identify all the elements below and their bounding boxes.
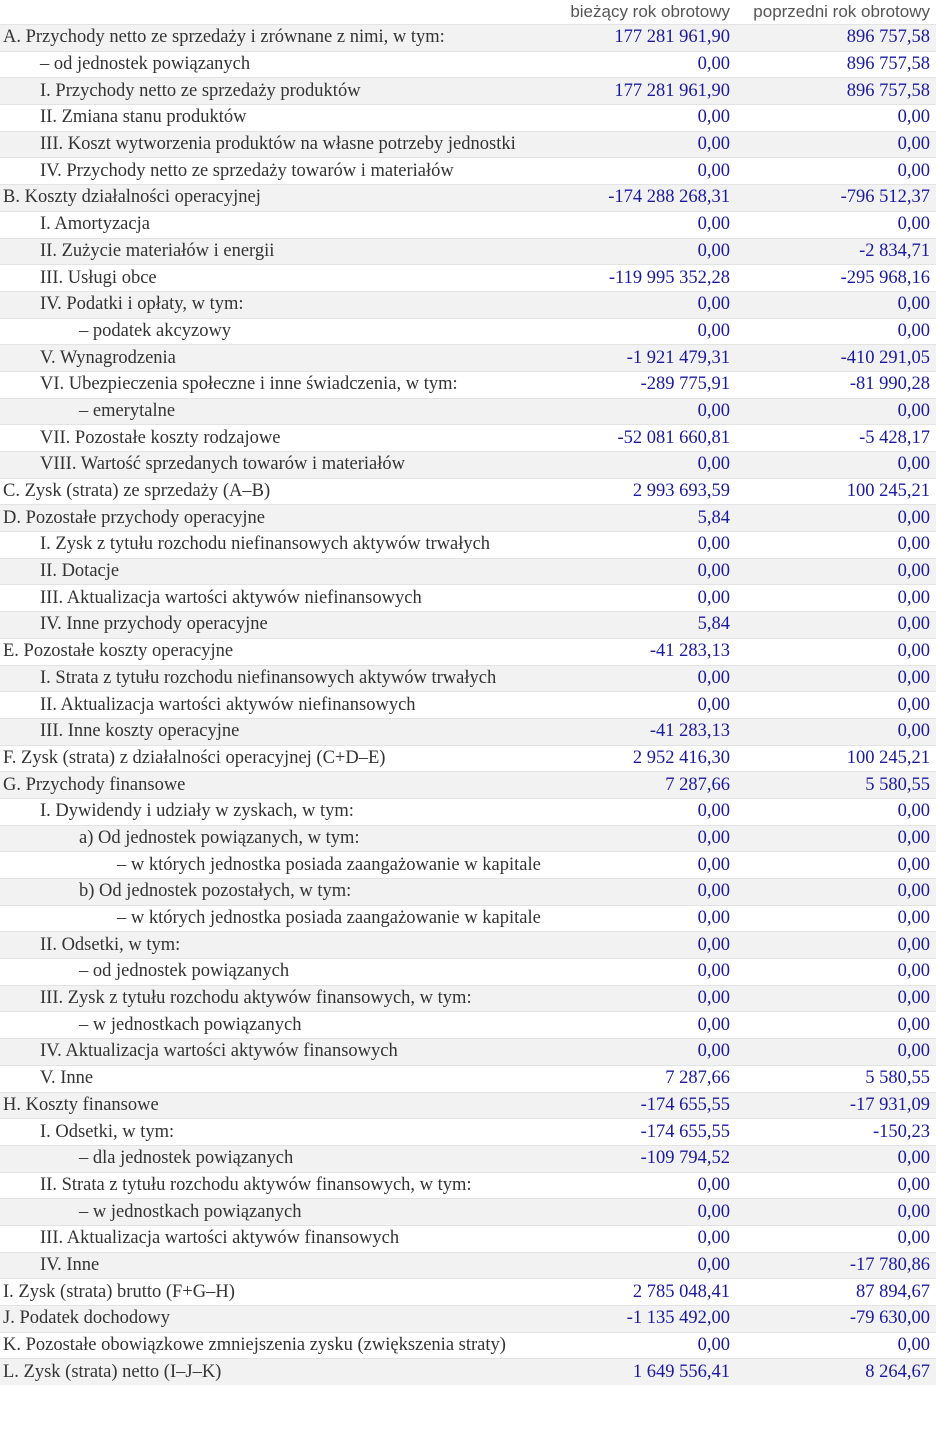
row-value-current: 0,00 [697, 694, 730, 715]
table-row [0, 931, 936, 958]
row-value-previous: 0,00 [897, 1228, 930, 1249]
row-value-previous: 0,00 [897, 587, 930, 608]
header-previous-year: poprzedni rok obrotowy [753, 2, 930, 21]
row-label: I. Amortyzacja [40, 214, 150, 235]
row-label: D. Pozostałe przychody operacyjne [3, 507, 265, 528]
table-row [0, 398, 936, 425]
row-value-current: 0,00 [697, 961, 730, 982]
row-value-current: 0,00 [697, 587, 730, 608]
row-value-current: -109 794,52 [640, 1148, 730, 1169]
row-value-current: -41 283,13 [649, 641, 730, 662]
table-row [0, 665, 936, 692]
row-value-current: -119 995 352,28 [608, 267, 730, 288]
row-label: IV. Przychody netto ze sprzedaży towarów i materiałów [40, 160, 454, 181]
row-label: IV. Podatki i opłaty, w tym: [40, 294, 244, 315]
table-row [0, 238, 936, 265]
row-label: – dla jednostek powiązanych [79, 1148, 294, 1169]
row-label: II. Strata z tytułu rozchodu aktywów finansowych, w tym: [40, 1174, 472, 1195]
row-value-previous: 896 757,58 [846, 27, 930, 48]
row-label: III. Zysk z tytułu rozchodu aktywów finansowych, w tym: [40, 988, 472, 1009]
row-value-previous: 0,00 [897, 1335, 930, 1356]
row-value-current: -289 775,91 [640, 374, 730, 395]
table-row [0, 611, 936, 638]
row-value-previous: -150,23 [872, 1121, 930, 1142]
table-row [0, 1198, 936, 1225]
table-row [0, 1145, 936, 1172]
row-label: C. Zysk (strata) ze sprzedaży (A–B) [3, 481, 271, 502]
row-value-previous: 100 245,21 [846, 747, 930, 768]
row-value-current: 0,00 [697, 1335, 730, 1356]
row-label: A. Przychody netto ze sprzedaży i zrównane z nimi, w tym: [3, 27, 445, 48]
row-label: K. Pozostałe obowiązkowe zmniejszenia zysku (zwiększenia straty) [3, 1335, 506, 1356]
row-value-previous: 0,00 [897, 614, 930, 635]
row-value-previous: 896 757,58 [846, 54, 930, 75]
row-label: I. Przychody netto ze sprzedaży produktów [40, 80, 361, 101]
row-label: III. Koszt wytworzenia produktów na własne potrzeby jednostki [40, 134, 516, 155]
table-row [0, 798, 936, 825]
table-row [0, 451, 936, 478]
row-value-previous: 0,00 [897, 294, 930, 315]
row-value-previous: 0,00 [897, 641, 930, 662]
row-value-current: 0,00 [697, 801, 730, 822]
row-value-previous: 0,00 [897, 507, 930, 528]
row-value-current: 0,00 [697, 934, 730, 955]
table-row [0, 1172, 936, 1199]
row-value-previous: 896 757,58 [846, 80, 930, 101]
row-label: V. Inne [40, 1068, 94, 1089]
row-value-current: 0,00 [697, 1201, 730, 1222]
row-value-previous: 0,00 [897, 1201, 930, 1222]
row-value-previous: 0,00 [897, 1148, 930, 1169]
row-value-previous: -5 428,17 [859, 427, 930, 448]
table-row [0, 825, 936, 852]
row-value-current: -52 081 660,81 [617, 427, 730, 448]
table-row [0, 851, 936, 878]
row-label: I. Strata z tytułu rozchodu niefinansowych aktywów trwałych [40, 667, 497, 688]
row-label: E. Pozostałe koszty operacyjne [3, 641, 234, 662]
row-value-previous: 0,00 [897, 134, 930, 155]
row-label: II. Zużycie materiałów i energii [40, 240, 275, 261]
row-value-current: 0,00 [697, 988, 730, 1009]
row-label: I. Odsetki, w tym: [40, 1121, 175, 1142]
table-row [0, 1305, 936, 1332]
row-value-current: -174 655,55 [640, 1121, 730, 1142]
row-value-previous: 0,00 [897, 988, 930, 1009]
row-value-previous: 5 580,55 [865, 774, 930, 795]
row-label: H. Koszty finansowe [3, 1094, 159, 1115]
row-value-previous: 0,00 [897, 107, 930, 128]
row-label: J. Podatek dochodowy [3, 1308, 170, 1329]
row-value-current: 0,00 [697, 107, 730, 128]
row-value-current: 0,00 [697, 881, 730, 902]
row-value-current: 7 287,66 [665, 774, 730, 795]
row-value-current: 0,00 [697, 1014, 730, 1035]
row-value-current: 0,00 [697, 908, 730, 929]
table-row [0, 371, 936, 398]
row-value-current: 0,00 [697, 320, 730, 341]
table-row [0, 1092, 936, 1119]
row-label: – emerytalne [79, 400, 176, 421]
row-label: III. Aktualizacja wartości aktywów niefinansowych [40, 587, 422, 608]
row-label: VI. Ubezpieczenia społeczne i inne świadczenia, w tym: [40, 374, 458, 395]
row-value-current: 177 281 961,90 [614, 80, 730, 101]
row-label: G. Przychody finansowe [3, 774, 186, 795]
row-value-previous: -79 630,00 [849, 1308, 930, 1329]
row-value-current: 2 993 693,59 [632, 481, 730, 502]
table-row [0, 771, 936, 798]
row-value-current: -174 655,55 [640, 1094, 730, 1115]
table-row [0, 478, 936, 505]
table-row [0, 691, 936, 718]
row-value-current: 0,00 [697, 667, 730, 688]
table-row [0, 1118, 936, 1145]
table-row [0, 131, 936, 158]
row-label: – w których jednostka posiada zaangażowanie w kapitale [117, 908, 541, 929]
row-value-current: -41 283,13 [649, 721, 730, 742]
table-row [0, 905, 936, 932]
row-value-previous: 0,00 [897, 454, 930, 475]
row-value-previous: -17 931,09 [849, 1094, 930, 1115]
row-value-current: 0,00 [697, 54, 730, 75]
table-row [0, 958, 936, 985]
row-label: – podatek akcyzowy [79, 320, 232, 341]
row-label: VII. Pozostałe koszty rodzajowe [40, 427, 281, 448]
table-row [0, 1252, 936, 1279]
row-value-current: 2 785 048,41 [632, 1281, 730, 1302]
row-value-previous: 0,00 [897, 667, 930, 688]
row-value-current: 0,00 [697, 400, 730, 421]
row-value-previous: 5 580,55 [865, 1068, 930, 1089]
row-value-current: -174 288 268,31 [608, 187, 730, 208]
row-label: – od jednostek powiązanych [40, 54, 251, 75]
row-value-current: 1 649 556,41 [632, 1361, 730, 1382]
table-row [0, 211, 936, 238]
row-label: V. Wynagrodzenia [40, 347, 176, 368]
row-value-current: -1 135 492,00 [626, 1308, 730, 1329]
table-row [0, 157, 936, 184]
row-value-current: -1 921 479,31 [626, 347, 730, 368]
row-value-previous: 0,00 [897, 961, 930, 982]
table-row [0, 291, 936, 318]
table-row [0, 504, 936, 531]
row-value-current: 0,00 [697, 534, 730, 555]
row-value-previous: -295 968,16 [840, 267, 930, 288]
table-body [0, 24, 936, 1385]
row-value-previous: 100 245,21 [846, 481, 930, 502]
table-row [0, 77, 936, 104]
row-value-current: 0,00 [697, 1174, 730, 1195]
table-row [0, 718, 936, 745]
row-value-current: 0,00 [697, 240, 730, 261]
row-value-previous: 0,00 [897, 160, 930, 181]
table-row [0, 51, 936, 78]
row-label: – w których jednostka posiada zaangażowanie w kapitale [117, 854, 541, 875]
row-value-previous: -796 512,37 [840, 187, 930, 208]
table-row [0, 1278, 936, 1305]
row-label: III. Aktualizacja wartości aktywów finansowych [40, 1228, 400, 1249]
row-label: L. Zysk (strata) netto (I–J–K) [3, 1361, 222, 1382]
row-label: a) Od jednostek powiązanych, w tym: [79, 827, 360, 848]
table-row [0, 104, 936, 131]
table-row [0, 344, 936, 371]
row-value-current: 0,00 [697, 134, 730, 155]
table-row [0, 264, 936, 291]
row-label: I. Dywidendy i udziały w zyskach, w tym: [40, 801, 354, 822]
row-value-previous: 0,00 [897, 214, 930, 235]
table-row [0, 1225, 936, 1252]
row-value-previous: 0,00 [897, 694, 930, 715]
row-value-previous: 0,00 [897, 827, 930, 848]
row-value-previous: 0,00 [897, 400, 930, 421]
table-row [0, 1038, 936, 1065]
row-value-current: 0,00 [697, 854, 730, 875]
row-value-previous: 87 894,67 [856, 1281, 930, 1302]
table-row [0, 638, 936, 665]
row-label: II. Aktualizacja wartości aktywów niefinansowych [40, 694, 416, 715]
row-value-previous: 0,00 [897, 934, 930, 955]
row-label: II. Odsetki, w tym: [40, 934, 181, 955]
row-value-previous: 0,00 [897, 534, 930, 555]
row-label: III. Inne koszty operacyjne [40, 721, 240, 742]
table-row [0, 24, 936, 51]
row-label: – w jednostkach powiązanych [79, 1014, 302, 1035]
row-value-current: 0,00 [697, 294, 730, 315]
table-row [0, 558, 936, 585]
row-value-current: 0,00 [697, 1228, 730, 1249]
row-value-previous: 0,00 [897, 320, 930, 341]
row-value-previous: 0,00 [897, 721, 930, 742]
row-value-current: 0,00 [697, 1041, 730, 1062]
row-value-current: 0,00 [697, 454, 730, 475]
row-label: b) Od jednostek pozostałych, w tym: [79, 881, 352, 902]
row-value-current: 0,00 [697, 1254, 730, 1275]
table-row [0, 584, 936, 611]
row-value-previous: -17 780,86 [849, 1254, 930, 1275]
table-row [0, 1011, 936, 1038]
row-label: IV. Inne [40, 1254, 100, 1275]
row-value-previous: 0,00 [897, 908, 930, 929]
row-value-previous: -2 834,71 [859, 240, 930, 261]
row-value-previous: 0,00 [897, 801, 930, 822]
row-label: I. Zysk z tytułu rozchodu niefinansowych aktywów trwałych [40, 534, 491, 555]
row-value-previous: 0,00 [897, 1174, 930, 1195]
row-value-current: 0,00 [697, 160, 730, 181]
row-value-previous: 0,00 [897, 1014, 930, 1035]
row-label: – od jednostek powiązanych [79, 961, 290, 982]
row-value-previous: -81 990,28 [849, 374, 930, 395]
row-label: F. Zysk (strata) z działalności operacyjnej (C+D–E) [3, 747, 386, 768]
table-row [0, 1332, 936, 1359]
table-row [0, 531, 936, 558]
table-row [0, 1358, 936, 1385]
table-row [0, 985, 936, 1012]
table-row [0, 184, 936, 211]
row-value-current: 5,84 [697, 507, 730, 528]
row-label: IV. Inne przychody operacyjne [40, 614, 268, 635]
row-label: IV. Aktualizacja wartości aktywów finansowych [40, 1041, 398, 1062]
row-value-previous: 8 264,67 [865, 1361, 930, 1382]
row-value-previous: 0,00 [897, 561, 930, 582]
row-value-current: 177 281 961,90 [614, 27, 730, 48]
row-value-current: 0,00 [697, 827, 730, 848]
row-label: B. Koszty działalności operacyjnej [3, 187, 261, 208]
table-header [0, 0, 936, 24]
row-value-current: 5,84 [697, 614, 730, 635]
row-value-previous: -410 291,05 [840, 347, 930, 368]
table-row [0, 424, 936, 451]
row-value-previous: 0,00 [897, 1041, 930, 1062]
row-value-previous: 0,00 [897, 854, 930, 875]
row-value-current: 2 952 416,30 [632, 747, 730, 768]
row-value-current: 7 287,66 [665, 1068, 730, 1089]
table-row [0, 1065, 936, 1092]
row-value-current: 0,00 [697, 561, 730, 582]
row-label: I. Zysk (strata) brutto (F+G–H) [3, 1281, 235, 1302]
row-label: – w jednostkach powiązanych [79, 1201, 302, 1222]
header-current-year: bieżący rok obrotowy [570, 2, 730, 21]
table-row [0, 318, 936, 345]
row-label: II. Dotacje [40, 561, 120, 582]
row-label: III. Usługi obce [40, 267, 157, 288]
table-row [0, 878, 936, 905]
row-value-current: 0,00 [697, 214, 730, 235]
table-row [0, 745, 936, 772]
row-label: II. Zmiana stanu produktów [40, 107, 247, 128]
row-value-previous: 0,00 [897, 881, 930, 902]
row-label: VIII. Wartość sprzedanych towarów i materiałów [40, 454, 405, 475]
